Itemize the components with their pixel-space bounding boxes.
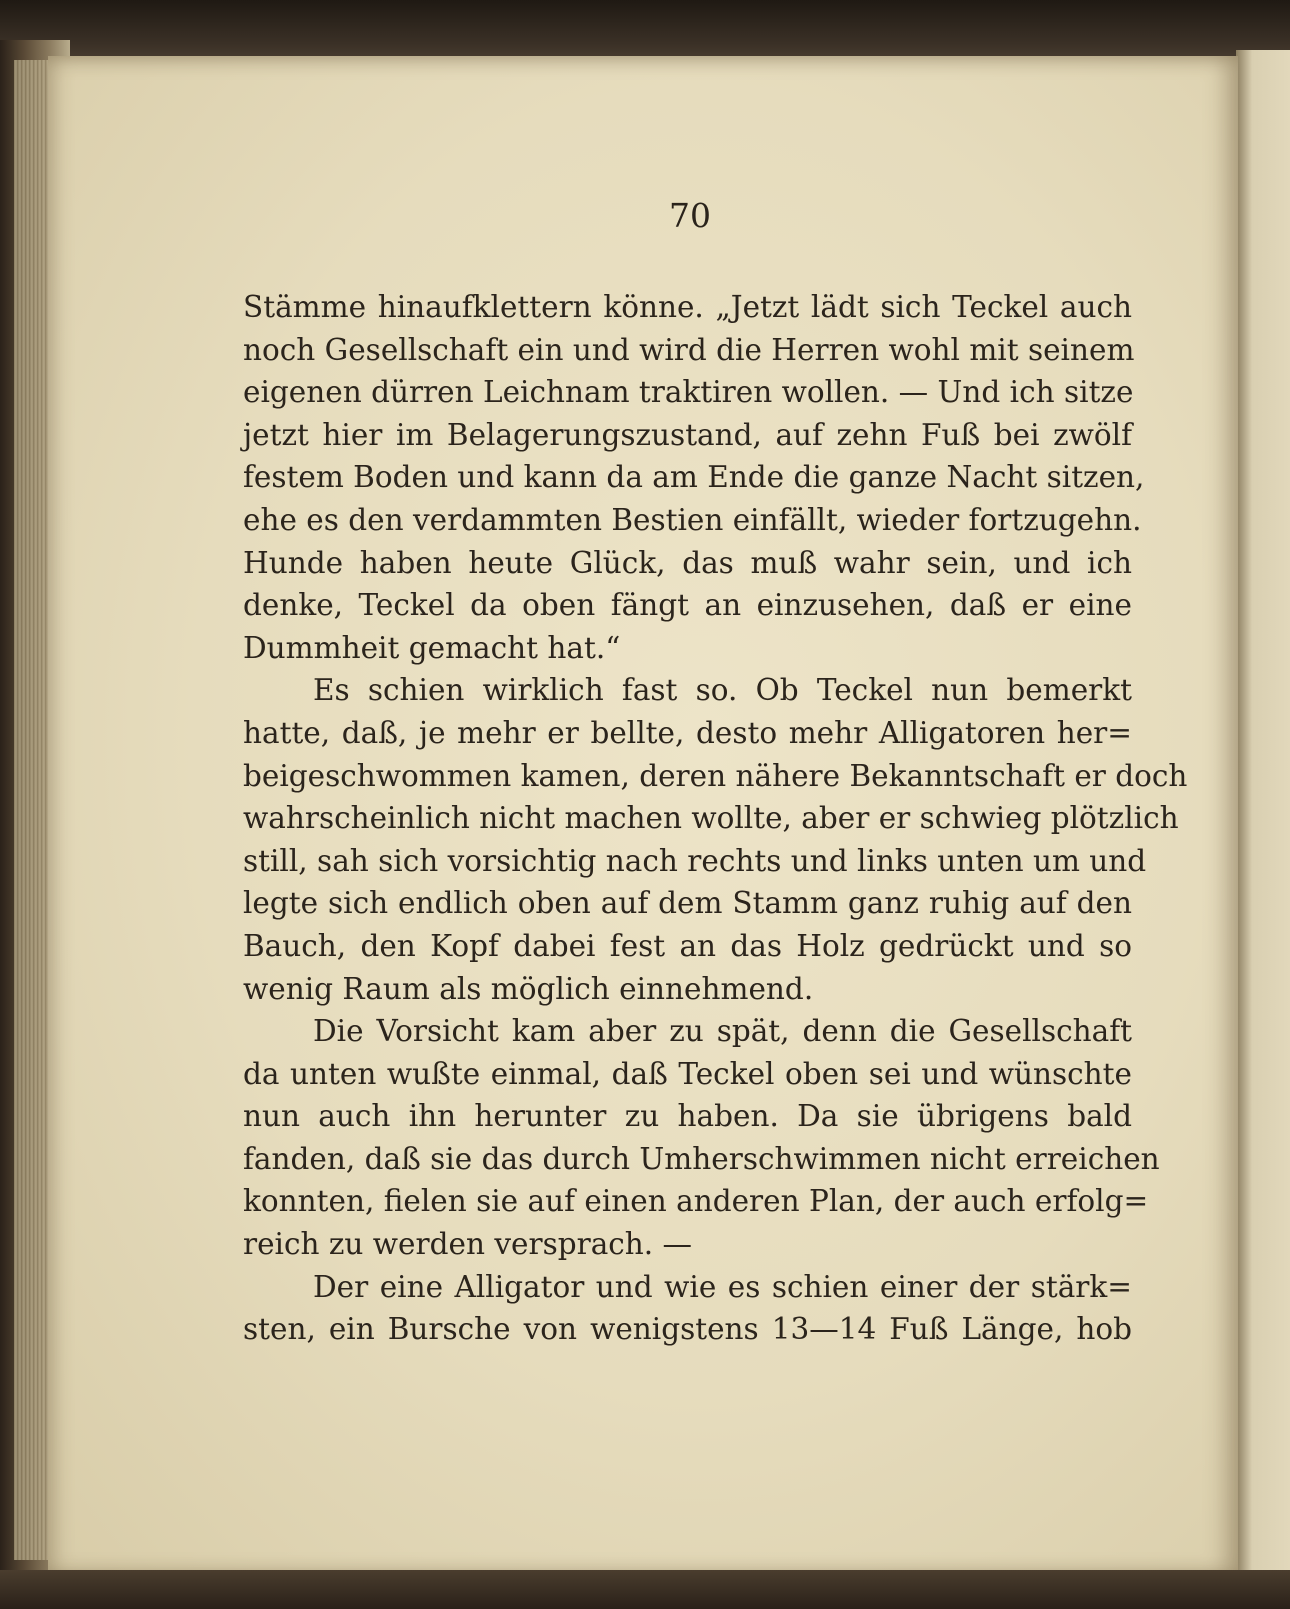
text-line: Hunde haben heute Glück, das muß wahr sein, und ich xyxy=(243,545,1132,580)
text-line: beigeschwommen kamen, deren nähere Bekanntschaft er doch xyxy=(243,758,1188,793)
text-line: konnten, fielen sie auf einen anderen Plan, der auch erfolg= xyxy=(243,1184,1149,1219)
text-line: wahrscheinlich nicht machen wollte, aber er schwieg plötzlich xyxy=(243,801,1179,836)
text-line: hatte, daß, je mehr er bellte, desto mehr Alligatoren her= xyxy=(243,715,1132,750)
text-line: fanden, daß sie das durch Umherschwimmen nicht erreichen xyxy=(243,1141,1160,1176)
text-line: Der eine Alligator und wie es schien einer der stärk= xyxy=(313,1269,1132,1304)
text-line: denke, Teckel da oben fängt an einzusehen, daß er eine xyxy=(243,588,1132,623)
text-line: Es schien wirklich fast so. Ob Teckel nun bemerkt xyxy=(313,673,1132,708)
text-line: Stämme hinaufklettern könne. „Jetzt lädt sich Teckel auch xyxy=(243,290,1132,324)
text-line: still, sah sich vorsichtig nach rechts und links unten um und xyxy=(243,843,1147,878)
text-line: legte sich endlich oben auf dem Stamm ganz ruhig auf den xyxy=(243,886,1132,921)
text-line: noch Gesellschaft ein und wird die Herren wohl mit seinem xyxy=(243,332,1135,367)
text-line: Bauch, den Kopf dabei fest an das Holz gedrückt und so xyxy=(243,928,1132,963)
text-line: da unten wußte einmal, daß Teckel oben sei und wünschte xyxy=(243,1056,1132,1091)
text-line: festem Boden und kann da am Ende die ganze Nacht sitzen, xyxy=(243,460,1145,495)
book-binding-top xyxy=(0,0,1290,62)
text-line: sten, ein Bursche von wenigstens 13—14 Fuß Länge, hob xyxy=(243,1312,1132,1347)
text-line: jetzt hier im Belagerungszustand, auf zehn Fuß bei zwölf xyxy=(243,417,1132,452)
text-line: nun auch ihn herunter zu haben. Da sie übrigens bald xyxy=(243,1099,1132,1134)
book-binding-bottom xyxy=(0,1570,1290,1609)
text-line: Dummheit gemacht hat.“ xyxy=(243,630,621,665)
text-line: reich zu werden versprach. — xyxy=(243,1227,693,1262)
text-line: wenig Raum als möglich einnehmend. xyxy=(243,971,814,1006)
page-number: 70 xyxy=(669,196,711,235)
facing-page-edge xyxy=(1236,50,1290,1570)
body-text xyxy=(243,286,1188,1351)
text-line: Die Vorsicht kam aber zu spät, denn die Gesellschaft xyxy=(313,1014,1132,1049)
text-line: eigenen dürren Leichnam traktiren wollen. — Und ich sitze xyxy=(243,375,1134,410)
text-line: ehe es den verdammten Bestien einfällt, wieder fortzugehn. xyxy=(243,502,1142,537)
